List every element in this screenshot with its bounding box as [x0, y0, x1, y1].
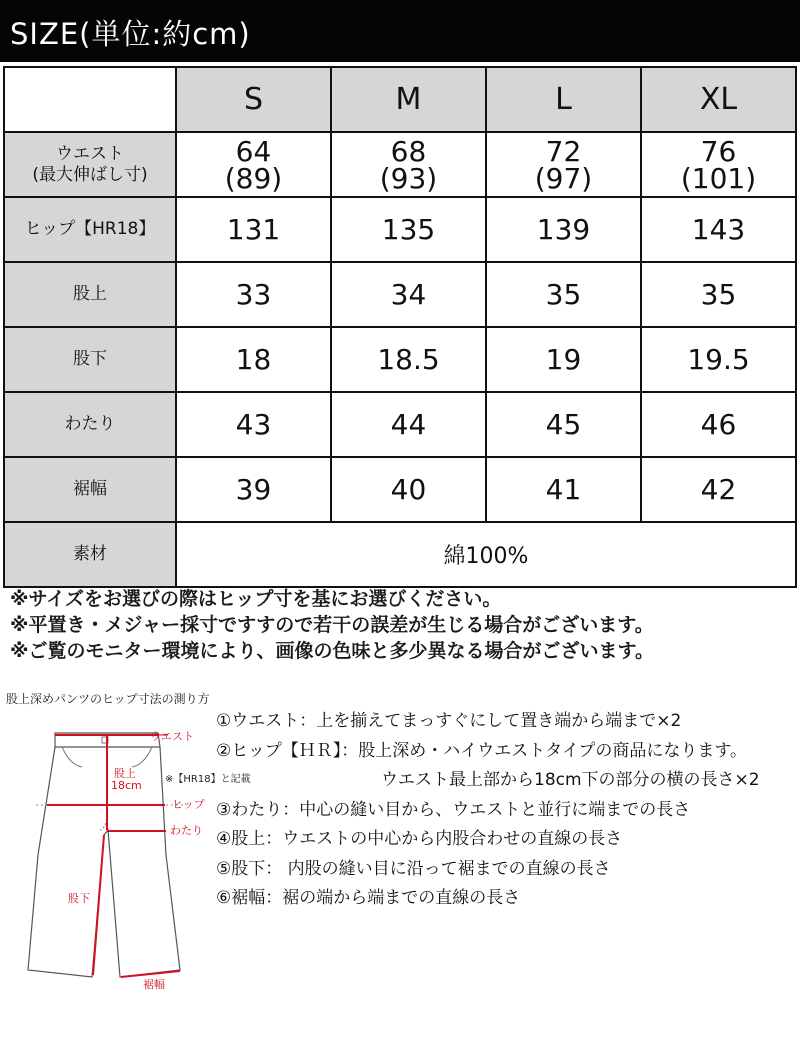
row-label-material: 素材: [4, 522, 176, 587]
measurement-item: ⑤股下： 内股の縫い目に沿って裾までの直線の長さ: [216, 858, 611, 879]
table-cell: 139: [486, 197, 641, 262]
diagram-label-inseam: 股下: [68, 892, 90, 905]
diagram-title: 股上深めパンツのヒップ寸法の測り方: [6, 692, 210, 706]
table-cell: 46: [641, 392, 796, 457]
table-cell: 64 (89): [176, 132, 331, 197]
table-row: [4, 327, 796, 392]
table-cell: 135: [331, 197, 486, 262]
row-label-hem: 裾幅: [4, 457, 176, 522]
pants-pocket-right: [132, 747, 152, 767]
size-table: [3, 66, 797, 588]
size-header-xl: XL: [641, 67, 796, 132]
pants-outline: [28, 747, 180, 977]
table-cell: 131: [176, 197, 331, 262]
table-cell: 44: [331, 392, 486, 457]
row-label-inseam: 股下: [4, 327, 176, 392]
size-header-l: L: [486, 67, 641, 132]
table-row: [4, 522, 796, 587]
table-cell: 34: [331, 262, 486, 327]
diagram-label-hr-note: ※【HR18】と記載: [165, 774, 251, 785]
table-cell: 18.5: [331, 327, 486, 392]
table-cell: 72 (97): [486, 132, 641, 197]
note-line: ※サイズをお選びの際はヒップ寸を基にお選びください。: [10, 588, 502, 610]
measurement-item: ⑥裾幅：裾の端から端までの直線の長さ: [216, 888, 521, 908]
row-label-waist: ウエスト (最大伸ばし寸): [4, 132, 176, 197]
size-header-m: M: [331, 67, 486, 132]
measurement-guide: [216, 707, 760, 914]
table-row: [4, 262, 796, 327]
table-header-row: [4, 67, 796, 132]
measurement-item: ②ヒップ【ＨＲ】：股上深め・ハイウエストタイプの商品になります。: [216, 740, 748, 761]
diagram-label-hem: 裾幅: [143, 978, 165, 991]
table-row: [4, 132, 796, 197]
diagram-label-rise: 股上: [114, 767, 136, 780]
table-row: [4, 392, 796, 457]
table-cell: 33: [176, 262, 331, 327]
table-cell: 76 (101): [641, 132, 796, 197]
table-cell: 19.5: [641, 327, 796, 392]
diagram-label-hip: ヒップ: [172, 798, 205, 811]
measurement-item: ①ウエスト：上を揃えてまっすぐにして置き端から端まで×2: [216, 711, 682, 731]
notes: [10, 586, 654, 664]
pants-fly: [100, 747, 107, 830]
table-cell: 41: [486, 457, 641, 522]
note-line: ※ご覧のモニター環境により、画像の色味と多少異なる場合がございます。: [10, 640, 654, 662]
page-title: SIZE(単位:約cm): [10, 17, 251, 51]
row-label-rise: 股上: [4, 262, 176, 327]
diagram-label-waist: ウエスト: [150, 730, 194, 743]
table-cell: 35: [486, 262, 641, 327]
note-line: ※平置き・メジャー採寸ですすので若干の誤差が生じる場合がございます。: [10, 614, 654, 636]
pants-diagram: [0, 705, 251, 1000]
row-label-hip: ヒップ【HR18】: [4, 197, 176, 262]
size-header-s: S: [176, 67, 331, 132]
pants-pocket-left: [62, 747, 82, 767]
row-label-thigh: わたり: [4, 392, 176, 457]
material-value: 綿100%: [176, 522, 796, 587]
table-cell: 35: [641, 262, 796, 327]
header-bar: [0, 0, 800, 62]
table-cell: 45: [486, 392, 641, 457]
measurement-item: ③わたり：中心の縫い目から、ウエストと並行に端までの長さ: [216, 799, 691, 820]
diagram-label-thigh: わたり: [170, 824, 203, 837]
diagram-label-rise-offset: 18cm: [111, 779, 142, 792]
inseam-line: [93, 835, 104, 975]
measurement-item: ④股上：ウエストの中心から内股合わせの直線の長さ: [216, 829, 623, 849]
table-cell: 19: [486, 327, 641, 392]
table-row: [4, 197, 796, 262]
table-cell: 43: [176, 392, 331, 457]
table-corner-cell: [4, 67, 176, 132]
table-cell: 42: [641, 457, 796, 522]
pants-illustration: [0, 705, 230, 1000]
table-cell: 39: [176, 457, 331, 522]
table-cell: 40: [331, 457, 486, 522]
table-cell: 143: [641, 197, 796, 262]
table-cell: 18: [176, 327, 331, 392]
table-cell: 68 (93): [331, 132, 486, 197]
table-row: [4, 457, 796, 522]
measurement-item: ウエスト最上部から18cm下の部分の横の長さ×2: [381, 770, 760, 790]
